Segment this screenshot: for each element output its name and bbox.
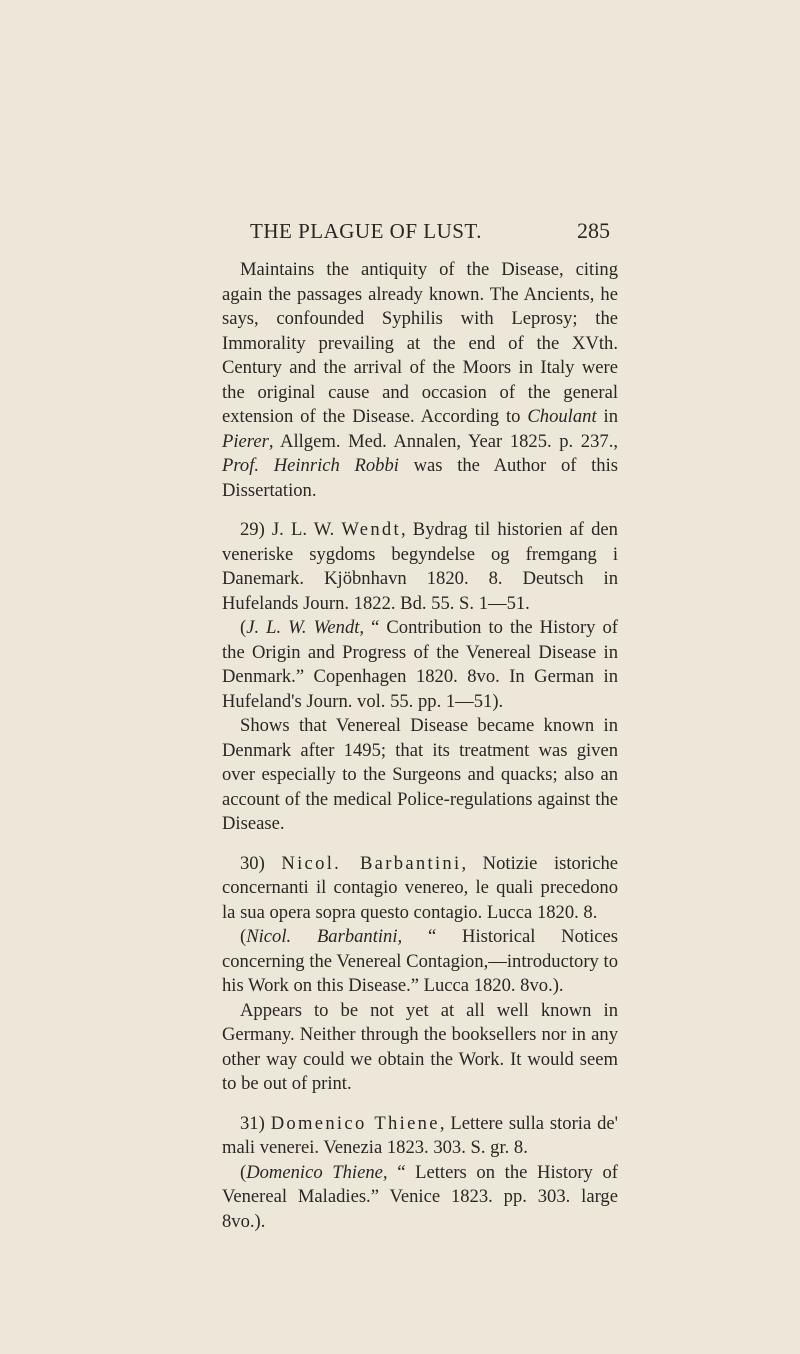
text-segment: in	[596, 406, 618, 427]
author-name: Choulant	[527, 406, 597, 427]
translated-author: Nicol. Barbantini,	[246, 926, 403, 947]
running-title: THE PLAGUE OF LUST.	[250, 219, 482, 243]
paragraph-continuation	[222, 258, 618, 503]
entry-citation: , Notizie istoriche concernanti il contagio venereo, le quali precedono la sua opera sopra questo contagio. Lucca 1820. 8.	[222, 852, 618, 923]
translated-author: J. L. W. Wendt,	[246, 617, 365, 638]
entry-citation: , Lettere sulla storia de' mali venerei. Venezia 1823. 303. S. gr. 8.	[222, 1112, 619, 1158]
entry-number: 31)	[240, 1112, 271, 1134]
page-header	[250, 216, 610, 250]
source-name: Pierer	[222, 430, 269, 452]
entry-number: 29) J. L. W.	[240, 519, 342, 540]
text-segment: (	[240, 617, 247, 638]
bibliography-entry-31	[222, 1112, 618, 1161]
translated-citation: “ Historical Notices concerning the Venereal Contagion,—introductory to his Work on this Disease.” Lucca 1820. 8vo.).	[222, 926, 618, 996]
entry-note: Shows that Venereal Disease became known in Denmark after 1495; that its treatment was given over especially to the Surgeons and quacks; also an account of the medical Police-regulations against the Disease.	[222, 715, 618, 834]
translated-author: Domenico Thiene,	[246, 1161, 388, 1183]
text-segment: (	[240, 1161, 247, 1183]
entry-author: Nicol. Barbantini	[281, 852, 462, 874]
bibliography-entry-30	[222, 852, 618, 926]
entry-author: Domenico Thiene	[270, 1112, 440, 1134]
text-segment: was the Author of this Dissertation.	[222, 455, 618, 501]
text-segment: Maintains the antiquity of the Disease, citing again the passages already known. The Ancients, he says, confounded Syphilis with Leprosy; the Immorality prevailing at the end of the XVth. Century and the arrival of the Moors in Italy were the original cause and occasion of the general extension of the Disease. According to	[222, 259, 618, 427]
entry-translation	[222, 1161, 618, 1235]
translated-citation: “ Letters on the History of Venereal Maladies.” Venice 1823. pp. 303. large 8vo.).	[222, 1161, 618, 1232]
entry-citation: , Bydrag til historien af den veneriske sygdoms begyndelse og fremgang i Danemark. Kjöbnhavn 1820. 8. Deutsch in Hufelands Journ. 1822. Bd. 55. S. 1—51.	[222, 519, 618, 614]
text-segment: (	[240, 926, 247, 947]
translated-citation: “ Contribution to the History of the Origin and Progress of the Venereal Disease in Denmark.” Copenhagen 1820. 8vo. In German in Hufeland's Journ. vol. 55. pp. 1—51).	[222, 617, 618, 712]
entry-number: 30)	[240, 852, 282, 874]
page-number: 285	[577, 218, 610, 243]
text-segment: , Allgem. Med. Annalen, Year 1825. p. 237.,	[268, 430, 618, 452]
entry-note: Appears to be not yet at all well known in Germany. Neither through the booksellers nor in any other way could we obtain the Work. It would seem to be out of print.	[222, 999, 618, 1094]
entry-author: Wendt	[341, 519, 401, 540]
author-name: Prof. Heinrich Robbi	[222, 455, 399, 476]
entry-translation	[222, 925, 618, 999]
bibliography-entry-29	[222, 518, 618, 616]
entry-translation	[222, 616, 618, 714]
page-body	[222, 258, 618, 1234]
